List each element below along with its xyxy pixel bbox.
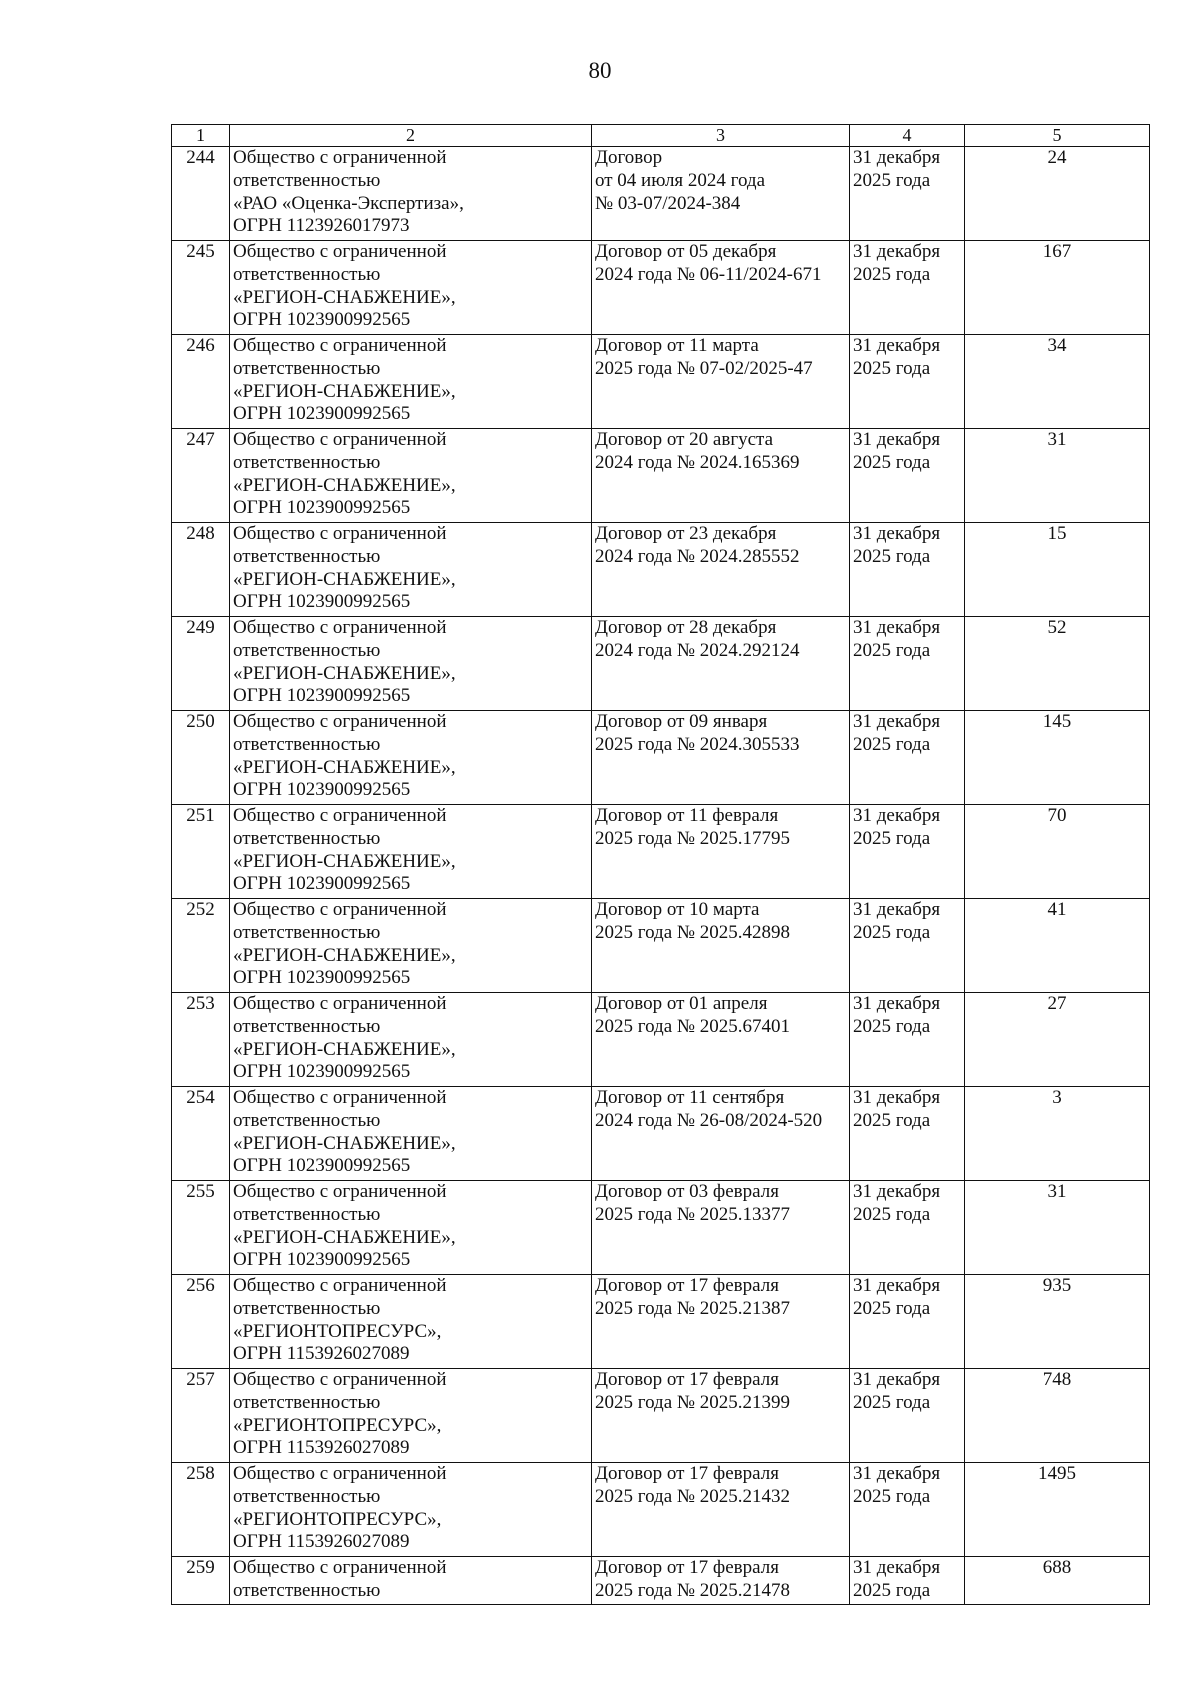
column-header-3: 3 <box>592 125 850 147</box>
row-number: 257 <box>172 1369 230 1463</box>
date-line: 2025 года <box>853 451 931 473</box>
contract-cell <box>592 805 850 899</box>
table-row <box>172 241 1150 335</box>
organization-line: Общество с ограниченной <box>233 805 447 826</box>
date-line: 2025 года <box>853 1297 931 1319</box>
organization-line: Общество с ограниченной <box>233 617 447 638</box>
row-number: 246 <box>172 335 230 429</box>
date-cell <box>850 429 965 523</box>
organization-line: ответственностью <box>233 451 381 473</box>
date-cell <box>850 711 965 805</box>
organization-line: ответственностью <box>233 1391 381 1413</box>
quantity-cell: 31 <box>965 1181 1150 1275</box>
contract-cell <box>592 1557 850 1605</box>
organization-line: ОГРН 1023900992565 <box>233 591 411 613</box>
date-line: 2025 года <box>853 1109 931 1131</box>
date-line: 31 декабря <box>853 335 941 356</box>
date-line: 2025 года <box>853 1485 931 1507</box>
contract-line: Договор от 17 февраля <box>595 1369 779 1390</box>
contract-cell <box>592 241 850 335</box>
table-row <box>172 1275 1150 1369</box>
quantity-cell: 24 <box>965 147 1150 241</box>
organization-line: ОГРН 1023900992565 <box>233 497 411 519</box>
row-number: 244 <box>172 147 230 241</box>
organization-line: ответственностью <box>233 545 381 567</box>
quantity-cell: 15 <box>965 523 1150 617</box>
organization-cell <box>230 429 592 523</box>
table-row <box>172 1181 1150 1275</box>
date-cell <box>850 147 965 241</box>
date-line: 31 декабря <box>853 147 941 168</box>
organization-cell <box>230 993 592 1087</box>
contract-line: 2024 года № 2024.292124 <box>595 639 800 661</box>
date-line: 31 декабря <box>853 993 941 1014</box>
organization-cell <box>230 1557 592 1605</box>
date-line: 2025 года <box>853 1391 931 1413</box>
contract-line: 2024 года № 26-08/2024-520 <box>595 1109 823 1131</box>
organization-line: ОГРН 1023900992565 <box>233 779 411 801</box>
table-row <box>172 993 1150 1087</box>
organization-line: ответственностью <box>233 169 381 191</box>
table-row <box>172 335 1150 429</box>
date-line: 31 декабря <box>853 241 941 262</box>
organization-line: Общество с ограниченной <box>233 899 447 920</box>
column-header-1: 1 <box>172 125 230 147</box>
table-row <box>172 711 1150 805</box>
organization-line: ОГРН 1123926017973 <box>233 215 410 237</box>
organization-line: «РЕГИОН-СНАБЖЕНИЕ», <box>233 380 456 402</box>
contract-cell <box>592 1181 850 1275</box>
date-line: 31 декабря <box>853 805 941 826</box>
organization-line: ОГРН 1153926027089 <box>233 1437 410 1459</box>
table-row <box>172 1369 1150 1463</box>
contract-cell <box>592 1275 850 1369</box>
organization-line: ответственностью <box>233 1015 381 1037</box>
organization-line: «РЕГИОН-СНАБЖЕНИЕ», <box>233 944 456 966</box>
quantity-cell: 41 <box>965 899 1150 993</box>
organization-cell <box>230 1369 592 1463</box>
organization-cell <box>230 335 592 429</box>
date-line: 2025 года <box>853 733 931 755</box>
date-line: 31 декабря <box>853 429 941 450</box>
organization-line: Общество с ограниченной <box>233 335 447 356</box>
table-row <box>172 805 1150 899</box>
contract-line: Договор от 23 декабря <box>595 523 777 544</box>
table-body <box>172 125 1150 1605</box>
table-row <box>172 147 1150 241</box>
contract-line: 2025 года № 2025.21478 <box>595 1579 791 1601</box>
contract-line: № 03-07/2024-384 <box>595 192 741 214</box>
table-row <box>172 1087 1150 1181</box>
row-number: 245 <box>172 241 230 335</box>
column-header-5: 5 <box>965 125 1150 147</box>
contract-line: 2024 года № 2024.165369 <box>595 451 800 473</box>
date-line: 31 декабря <box>853 617 941 638</box>
organization-line: ответственностью <box>233 733 381 755</box>
table-row <box>172 429 1150 523</box>
organization-cell <box>230 711 592 805</box>
contract-line: 2025 года № 2025.42898 <box>595 921 791 943</box>
contract-line: Договор от 03 февраля <box>595 1181 779 1202</box>
date-line: 2025 года <box>853 1203 931 1225</box>
organization-line: Общество с ограниченной <box>233 523 447 544</box>
contract-line: Договор от 11 сентября <box>595 1087 785 1108</box>
contract-line: Договор от 28 декабря <box>595 617 777 638</box>
date-line: 2025 года <box>853 921 931 943</box>
organization-cell <box>230 1463 592 1557</box>
organization-line: ответственностью <box>233 1297 381 1319</box>
organization-line: «РЕГИОН-СНАБЖЕНИЕ», <box>233 662 456 684</box>
organization-line: Общество с ограниченной <box>233 429 447 450</box>
contract-line: Договор от 11 февраля <box>595 805 779 826</box>
contract-line: 2025 года № 2025.21399 <box>595 1391 791 1413</box>
row-number: 254 <box>172 1087 230 1181</box>
date-cell <box>850 1557 965 1605</box>
organization-cell <box>230 147 592 241</box>
date-line: 31 декабря <box>853 899 941 920</box>
date-line: 31 декабря <box>853 523 941 544</box>
date-cell <box>850 241 965 335</box>
contract-line: Договор от 11 марта <box>595 335 759 356</box>
contract-cell <box>592 711 850 805</box>
date-cell <box>850 617 965 711</box>
row-number: 248 <box>172 523 230 617</box>
organization-line: ОГРН 1023900992565 <box>233 873 411 895</box>
organization-line: ответственностью <box>233 827 381 849</box>
date-cell <box>850 1087 965 1181</box>
quantity-cell: 935 <box>965 1275 1150 1369</box>
quantity-cell: 34 <box>965 335 1150 429</box>
quantity-cell: 688 <box>965 1557 1150 1605</box>
contract-line: Договор от 17 февраля <box>595 1463 779 1484</box>
organization-line: «РЕГИОН-СНАБЖЕНИЕ», <box>233 756 456 778</box>
date-line: 31 декабря <box>853 711 941 732</box>
contract-line: Договор от 17 февраля <box>595 1557 779 1578</box>
organization-cell <box>230 1087 592 1181</box>
date-line: 2025 года <box>853 827 931 849</box>
contract-line: Договор от 05 декабря <box>595 241 777 262</box>
contract-cell <box>592 899 850 993</box>
organization-line: «РЕГИОН-СНАБЖЕНИЕ», <box>233 286 456 308</box>
contract-line: Договор от 10 марта <box>595 899 760 920</box>
organization-line: Общество с ограниченной <box>233 1087 447 1108</box>
date-cell <box>850 335 965 429</box>
organization-cell <box>230 899 592 993</box>
contract-line: от 04 июля 2024 года <box>595 169 766 191</box>
row-number: 259 <box>172 1557 230 1605</box>
row-number: 253 <box>172 993 230 1087</box>
contract-line: 2025 года № 2025.21387 <box>595 1297 791 1319</box>
contract-cell <box>592 617 850 711</box>
organization-line: ответственностью <box>233 639 381 661</box>
date-cell <box>850 1369 965 1463</box>
date-cell <box>850 993 965 1087</box>
organization-line: «РЕГИОН-СНАБЖЕНИЕ», <box>233 1226 456 1248</box>
date-cell <box>850 805 965 899</box>
contract-line: 2024 года № 2024.285552 <box>595 545 800 567</box>
quantity-cell: 145 <box>965 711 1150 805</box>
contract-line: Договор от 17 февраля <box>595 1275 779 1296</box>
contract-cell <box>592 335 850 429</box>
date-line: 31 декабря <box>853 1463 941 1484</box>
contract-line: Договор от 20 августа <box>595 429 774 450</box>
quantity-cell: 31 <box>965 429 1150 523</box>
date-line: 2025 года <box>853 1579 931 1601</box>
organization-line: «РАО «Оценка-Экспертиза», <box>233 192 464 214</box>
contract-cell <box>592 1087 850 1181</box>
contract-line: 2025 года № 07-02/2025-47 <box>595 357 813 379</box>
organization-line: ОГРН 1023900992565 <box>233 309 411 331</box>
table-header-row <box>172 125 1150 147</box>
organization-line: ОГРН 1023900992565 <box>233 403 411 425</box>
organization-line: ответственностью <box>233 1109 381 1131</box>
row-number: 250 <box>172 711 230 805</box>
organization-line: ответственностью <box>233 263 381 285</box>
table-row <box>172 523 1150 617</box>
contract-line: Договор <box>595 147 663 168</box>
quantity-cell: 167 <box>965 241 1150 335</box>
organization-line: ответственностью <box>233 1579 381 1601</box>
date-line: 31 декабря <box>853 1369 941 1390</box>
contract-cell <box>592 1463 850 1557</box>
organization-line: ОГРН 1023900992565 <box>233 967 411 989</box>
organization-cell <box>230 523 592 617</box>
date-cell <box>850 1275 965 1369</box>
organization-line: ОГРН 1023900992565 <box>233 685 411 707</box>
table-row <box>172 1557 1150 1605</box>
organization-line: Общество с ограниченной <box>233 1557 447 1578</box>
contract-line: 2025 года № 2025.17795 <box>595 827 791 849</box>
organization-cell <box>230 1275 592 1369</box>
table-row <box>172 899 1150 993</box>
quantity-cell: 3 <box>965 1087 1150 1181</box>
row-number: 255 <box>172 1181 230 1275</box>
contract-line: 2025 года № 2024.305533 <box>595 733 800 755</box>
contract-line: 2025 года № 2025.21432 <box>595 1485 791 1507</box>
contract-line: 2025 года № 2025.67401 <box>595 1015 791 1037</box>
contract-line: Договор от 09 января <box>595 711 768 732</box>
date-line: 2025 года <box>853 169 931 191</box>
contract-cell <box>592 147 850 241</box>
column-header-2: 2 <box>230 125 592 147</box>
organization-line: «РЕГИОН-СНАБЖЕНИЕ», <box>233 1132 456 1154</box>
organization-line: Общество с ограниченной <box>233 147 447 168</box>
organization-line: Общество с ограниченной <box>233 241 447 262</box>
organization-cell <box>230 1181 592 1275</box>
date-line: 2025 года <box>853 357 931 379</box>
quantity-cell: 748 <box>965 1369 1150 1463</box>
organization-line: ОГРН 1153926027089 <box>233 1531 410 1553</box>
table-row <box>172 617 1150 711</box>
contract-cell <box>592 1369 850 1463</box>
date-cell <box>850 1181 965 1275</box>
date-line: 2025 года <box>853 545 931 567</box>
date-line: 2025 года <box>853 639 931 661</box>
quantity-cell: 52 <box>965 617 1150 711</box>
organization-line: ОГРН 1023900992565 <box>233 1249 411 1271</box>
organization-cell <box>230 617 592 711</box>
column-header-4: 4 <box>850 125 965 147</box>
organization-line: «РЕГИОНТОПРЕСУРС», <box>233 1320 442 1342</box>
contract-cell <box>592 993 850 1087</box>
organization-line: «РЕГИОН-СНАБЖЕНИЕ», <box>233 850 456 872</box>
row-number: 247 <box>172 429 230 523</box>
date-line: 31 декабря <box>853 1181 941 1202</box>
date-line: 31 декабря <box>853 1275 941 1296</box>
organization-line: ОГРН 1023900992565 <box>233 1155 411 1177</box>
organization-line: Общество с ограниченной <box>233 1275 447 1296</box>
organization-cell <box>230 241 592 335</box>
organization-line: Общество с ограниченной <box>233 1369 447 1390</box>
organization-line: ответственностью <box>233 1203 381 1225</box>
organization-line: ответственностью <box>233 921 381 943</box>
contract-cell <box>592 429 850 523</box>
date-line: 31 декабря <box>853 1087 941 1108</box>
date-cell <box>850 523 965 617</box>
quantity-cell: 70 <box>965 805 1150 899</box>
organization-line: ответственностью <box>233 357 381 379</box>
organization-line: Общество с ограниченной <box>233 993 447 1014</box>
quantity-cell: 27 <box>965 993 1150 1087</box>
organization-line: «РЕГИОН-СНАБЖЕНИЕ», <box>233 568 456 590</box>
organization-cell <box>230 805 592 899</box>
date-cell <box>850 1463 965 1557</box>
quantity-cell: 1495 <box>965 1463 1150 1557</box>
date-cell <box>850 899 965 993</box>
contract-line: Договор от 01 апреля <box>595 993 768 1014</box>
table-row <box>172 1463 1150 1557</box>
organization-line: «РЕГИОНТОПРЕСУРС», <box>233 1414 442 1436</box>
organization-line: ОГРН 1023900992565 <box>233 1061 411 1083</box>
page-number: 80 <box>588 58 612 83</box>
organization-line: Общество с ограниченной <box>233 1463 447 1484</box>
organization-line: «РЕГИОН-СНАБЖЕНИЕ», <box>233 1038 456 1060</box>
row-number: 252 <box>172 899 230 993</box>
organization-line: ОГРН 1153926027089 <box>233 1343 410 1365</box>
row-number: 258 <box>172 1463 230 1557</box>
date-line: 2025 года <box>853 263 931 285</box>
organization-line: Общество с ограниченной <box>233 1181 447 1202</box>
registry-table <box>171 124 1150 1605</box>
contract-cell <box>592 523 850 617</box>
row-number: 256 <box>172 1275 230 1369</box>
row-number: 251 <box>172 805 230 899</box>
organization-line: Общество с ограниченной <box>233 711 447 732</box>
row-number: 249 <box>172 617 230 711</box>
contract-line: 2025 года № 2025.13377 <box>595 1203 791 1225</box>
contract-line: 2024 года № 06-11/2024-671 <box>595 263 822 285</box>
date-line: 2025 года <box>853 1015 931 1037</box>
organization-line: «РЕГИОНТОПРЕСУРС», <box>233 1508 442 1530</box>
organization-line: ответственностью <box>233 1485 381 1507</box>
organization-line: «РЕГИОН-СНАБЖЕНИЕ», <box>233 474 456 496</box>
date-line: 31 декабря <box>853 1557 941 1578</box>
